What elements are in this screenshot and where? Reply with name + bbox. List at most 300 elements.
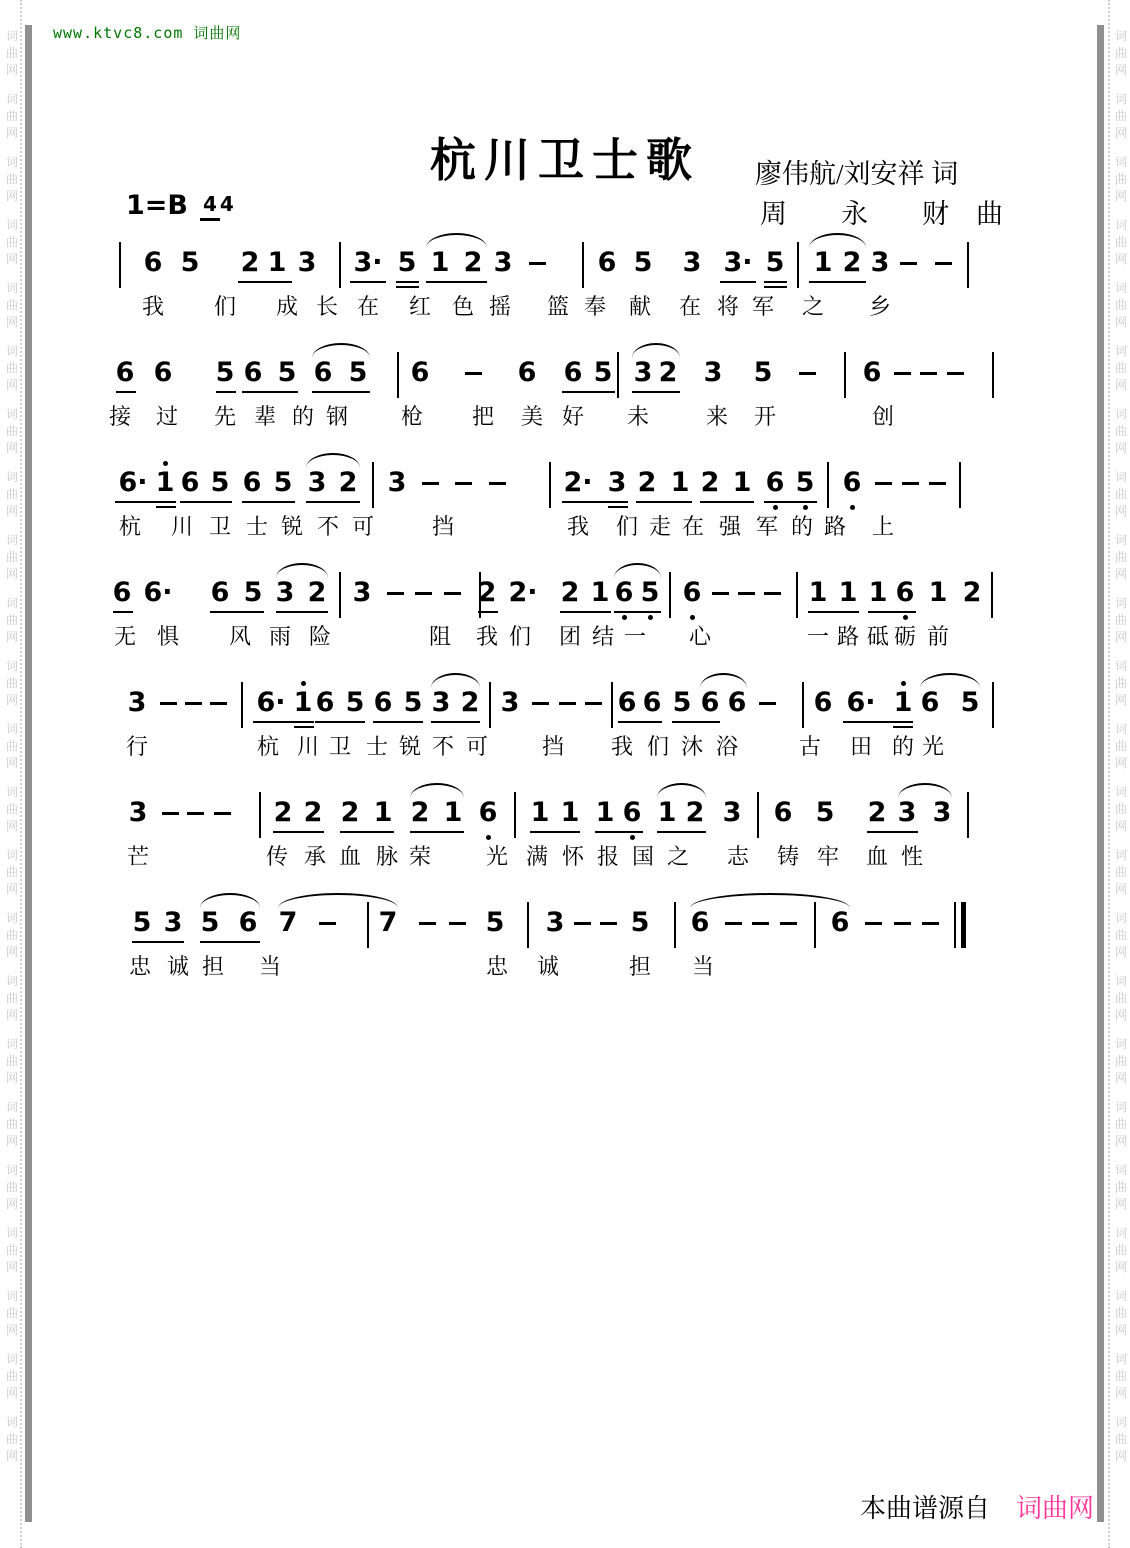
- duration-dash: [162, 812, 179, 815]
- side-watermark-char: 曲: [5, 550, 18, 564]
- beam-line: [410, 831, 464, 833]
- side-watermark-char: 词: [1114, 218, 1127, 232]
- side-watermark-char: 网: [1114, 1386, 1127, 1400]
- side-watermark-char: 曲: [1114, 424, 1127, 438]
- lyric-char: 杭: [256, 734, 279, 759]
- system-2: [0, 358, 1130, 440]
- lyric-char: 献: [628, 294, 651, 319]
- note-digit: 3: [297, 247, 317, 278]
- note-digit: 3: [163, 907, 183, 938]
- note-digit: 3: [352, 577, 372, 608]
- duration-dash: [600, 922, 617, 925]
- side-watermark-char: 曲: [1114, 613, 1127, 627]
- note-digit: 3: [307, 467, 327, 498]
- lyric-char: 芒: [126, 844, 149, 869]
- lyric-char: 行: [125, 734, 148, 759]
- side-watermark-char: 词: [1114, 92, 1127, 106]
- side-watermark-char: 曲: [1114, 1306, 1127, 1320]
- side-watermark-char: 网: [1114, 1071, 1127, 1085]
- duration-dash: [419, 922, 436, 925]
- side-watermark-char: 网: [5, 441, 18, 455]
- note-digit: 6: [607, 578, 641, 608]
- barline: [796, 572, 798, 618]
- side-watermark-char: 网: [5, 252, 18, 266]
- lyricist-credit: 廖伟航/刘安祥 词: [755, 159, 959, 189]
- footer-source-text: 本曲谱源自: [860, 1493, 991, 1523]
- beam-line: [764, 286, 787, 288]
- lyric-char: 血: [338, 844, 361, 869]
- note-digit: 5: [215, 357, 235, 388]
- barline: [959, 462, 961, 508]
- note-digit: 3: [387, 467, 407, 498]
- note-digit: 3: [607, 467, 627, 498]
- note-digit: 1: [530, 797, 550, 828]
- note-digit: 6·: [143, 577, 173, 608]
- side-watermark-char: 词: [1114, 659, 1127, 673]
- lyric-char: 当: [691, 954, 714, 979]
- lyric-char: 我: [475, 624, 498, 649]
- beam-line: [657, 831, 706, 833]
- lyric-char: 团: [558, 624, 581, 649]
- side-watermark-char: 曲: [1114, 550, 1127, 564]
- beam-line: [478, 611, 498, 613]
- side-watermark-char: 词: [5, 1163, 18, 1177]
- side-watermark-char: 曲: [1114, 1369, 1127, 1383]
- lyric-char: 国: [631, 844, 654, 869]
- note-digit: 2: [637, 467, 657, 498]
- side-watermark-char: 网: [5, 693, 18, 707]
- note-digit: 6: [410, 357, 430, 388]
- beam-line: [867, 831, 918, 833]
- note-digit: 6: [727, 687, 747, 718]
- side-watermark-char: 词: [5, 974, 18, 988]
- note-digit: 6: [813, 687, 833, 718]
- side-watermark-char: 网: [1114, 378, 1127, 392]
- lyric-char: 锐: [398, 734, 421, 759]
- note-digit: 5: [672, 687, 692, 718]
- barline: [241, 682, 243, 728]
- note-digit: 5: [633, 578, 667, 608]
- side-watermark-char: 词: [1114, 470, 1127, 484]
- lyric-char: 军: [755, 514, 778, 539]
- beam-line: [306, 501, 360, 503]
- side-watermark-char: 曲: [5, 172, 18, 186]
- system-7: [0, 908, 1130, 990]
- note-digit: 6: [615, 798, 649, 828]
- lyric-char: 美: [520, 404, 543, 429]
- system-1: [0, 248, 1130, 330]
- note-digit: 1: [443, 797, 463, 828]
- side-watermark-char: 网: [1114, 630, 1127, 644]
- note-digit: 6: [617, 687, 637, 718]
- lyric-char: 砺: [893, 624, 916, 649]
- note-digit: 1: [286, 688, 320, 718]
- note-digit: 2: [477, 577, 497, 608]
- lyric-char: 的: [790, 514, 813, 539]
- side-watermark-char: 曲: [1114, 1432, 1127, 1446]
- duration-dash: [160, 702, 177, 705]
- duration-dash: [489, 482, 506, 485]
- side-watermark-char: 网: [5, 504, 18, 518]
- note-digit: 2: [867, 797, 887, 828]
- duration-dash: [214, 812, 231, 815]
- side-watermark-char: 网: [1114, 441, 1127, 455]
- beam-line: [608, 506, 628, 508]
- lyric-char: 们: [508, 624, 531, 649]
- lyric-char: 无: [113, 624, 136, 649]
- duration-dash: [387, 592, 404, 595]
- note-digit: 5: [485, 907, 505, 938]
- duration-dash: [455, 482, 472, 485]
- side-watermark-char: 网: [5, 315, 18, 329]
- note-digit: 1: [868, 577, 888, 608]
- note-digit: 1: [732, 467, 752, 498]
- side-watermark-char: 网: [5, 378, 18, 392]
- side-watermark-char: 曲: [1114, 1243, 1127, 1257]
- lyric-char: 卫: [328, 734, 351, 759]
- note-digit: 3: [722, 797, 742, 828]
- lyric-char: 未: [626, 404, 649, 429]
- beam-line: [132, 941, 184, 943]
- side-watermark-char: 网: [5, 1197, 18, 1211]
- barline: [844, 352, 846, 398]
- side-watermark-char: 网: [1114, 756, 1127, 770]
- side-watermark-char: 网: [5, 1071, 18, 1085]
- barline: [119, 242, 121, 288]
- note-digit: 3: [128, 797, 148, 828]
- side-watermark-char: 网: [5, 882, 18, 896]
- lyric-char: 士: [365, 734, 388, 759]
- side-watermark-char: 曲: [1114, 361, 1127, 375]
- note-digit: 6: [862, 357, 882, 388]
- side-watermark-char: 网: [1114, 1008, 1127, 1022]
- note-digit: 6: [758, 468, 792, 498]
- note-digit: 6: [563, 357, 583, 388]
- slur-tie-arc: [614, 563, 661, 578]
- note-digit: 2·: [563, 467, 593, 498]
- side-watermark-char: 曲: [1114, 928, 1127, 942]
- side-watermark-char: 词: [5, 1226, 18, 1240]
- beam-line: [340, 831, 394, 833]
- lyric-char: 挡: [431, 514, 454, 539]
- duration-dash: [799, 372, 816, 375]
- side-watermark-char: 曲: [1114, 298, 1127, 312]
- lyric-char: 路: [836, 624, 859, 649]
- lyric-char: 满: [525, 844, 548, 869]
- side-watermark-char: 网: [5, 630, 18, 644]
- lyric-char: 卫: [208, 514, 231, 539]
- barline: [489, 682, 491, 728]
- beam-line: [116, 391, 136, 393]
- note-digit: 2: [340, 797, 360, 828]
- lyric-char: 长: [315, 294, 338, 319]
- note-digit: 5: [815, 797, 835, 828]
- beam-line: [315, 721, 365, 723]
- slur-tie-arc: [431, 673, 480, 688]
- duration-dash: [532, 702, 549, 705]
- note-digit: 2: [560, 577, 580, 608]
- system-3: [0, 468, 1130, 550]
- side-watermark-char: 曲: [1114, 109, 1127, 123]
- note-digit: 2: [273, 797, 293, 828]
- note-digit: 6: [180, 467, 200, 498]
- note-digit: 6: [690, 907, 710, 938]
- note-digit: 1: [886, 688, 920, 718]
- lyric-char: 报: [596, 844, 619, 869]
- side-watermark-char: 网: [5, 1260, 18, 1274]
- duration-dash: [929, 482, 946, 485]
- side-watermark-char: 曲: [5, 991, 18, 1005]
- barline: [991, 572, 993, 618]
- lyric-char: 辈: [253, 404, 276, 429]
- beam-line: [242, 501, 295, 503]
- beam-line: [636, 501, 692, 503]
- footer-brand-link[interactable]: 词曲网: [1016, 1493, 1095, 1523]
- note-digit: 3: [127, 687, 147, 718]
- lyric-char: 锐: [280, 514, 303, 539]
- side-watermark-char: 曲: [1114, 172, 1127, 186]
- beam-line: [115, 501, 176, 503]
- note-digit: 3: [500, 687, 520, 718]
- note-digit: 6: [153, 357, 173, 388]
- lyric-char: 忠: [128, 954, 151, 979]
- beam-line: [893, 726, 913, 728]
- beam-line: [808, 611, 859, 613]
- beam-line: [210, 611, 264, 613]
- side-watermark-char: 曲: [5, 1117, 18, 1131]
- side-watermark-char: 网: [5, 945, 18, 959]
- lyric-char: 诚: [536, 954, 559, 979]
- side-watermark-char: 曲: [1114, 991, 1127, 1005]
- side-watermark-char: 网: [1114, 504, 1127, 518]
- lyric-char: 当: [258, 954, 281, 979]
- beam-line: [843, 721, 913, 723]
- lyric-char: 士: [245, 514, 268, 539]
- beam-line: [764, 501, 817, 503]
- side-watermark-char: 词: [5, 29, 18, 43]
- beam-line: [595, 831, 643, 833]
- site-watermark: www.ktvc8.com 词曲网: [53, 24, 242, 42]
- note-digit: 6: [373, 687, 393, 718]
- duration-dash: [875, 482, 892, 485]
- lyric-char: 阻: [428, 624, 451, 649]
- duration-dash: [902, 482, 919, 485]
- duration-dash: [935, 262, 952, 265]
- beam-line: [562, 391, 615, 393]
- lyric-char: 可: [465, 734, 488, 759]
- note-digit: 1: [560, 797, 580, 828]
- note-digit: 1: [670, 467, 690, 498]
- note-digit: 5: [630, 907, 650, 938]
- lyric-char: 之: [666, 844, 689, 869]
- duration-dash: [738, 592, 755, 595]
- duration-dash: [712, 592, 729, 595]
- lyric-char: 我: [610, 734, 633, 759]
- beam-line: [560, 611, 611, 613]
- side-watermark-char: 曲: [5, 676, 18, 690]
- note-digit: 3·: [723, 247, 753, 278]
- lyric-char: 篮: [546, 294, 569, 319]
- side-watermark-char: 词: [1114, 1163, 1127, 1177]
- note-digit: 5: [243, 577, 263, 608]
- side-watermark-char: 词: [1114, 281, 1127, 295]
- note-digit: 6: [210, 577, 230, 608]
- barline: [367, 902, 369, 948]
- note-digit: 5: [593, 357, 613, 388]
- note-digit: 1: [657, 797, 677, 828]
- duration-dash: [894, 922, 911, 925]
- note-digit: 6: [238, 907, 258, 938]
- side-watermark-char: 曲: [5, 802, 18, 816]
- time-numerator: 4: [200, 192, 220, 221]
- note-digit: 2: [842, 247, 862, 278]
- note-digit: 5: [277, 357, 297, 388]
- lyric-char: 们: [213, 294, 236, 319]
- side-watermark-char: 曲: [5, 109, 18, 123]
- slur-tie-arc: [276, 563, 328, 578]
- side-watermark-char: 网: [1114, 63, 1127, 77]
- lyric-char: 一: [806, 624, 829, 649]
- side-watermark-char: 网: [1114, 567, 1127, 581]
- side-watermark-char: 词: [1114, 533, 1127, 547]
- side-watermark-char: 网: [1114, 693, 1127, 707]
- note-digit: 3: [275, 577, 295, 608]
- side-watermark-char: 词: [5, 911, 18, 925]
- beam-line: [242, 391, 298, 393]
- note-digit: 6·: [846, 687, 876, 718]
- lyric-char: 上: [871, 514, 894, 539]
- side-watermark-char: 曲: [1114, 235, 1127, 249]
- lyric-char: 奉: [583, 294, 606, 319]
- duration-dash: [759, 702, 776, 705]
- barline: [992, 682, 994, 728]
- note-digit: 5: [765, 247, 785, 278]
- lyric-char: 担: [201, 954, 224, 979]
- note-digit: 5: [633, 247, 653, 278]
- barline: [674, 902, 676, 948]
- note-digit: 6: [773, 797, 793, 828]
- duration-dash: [449, 922, 466, 925]
- duration-dash: [444, 592, 461, 595]
- note-digit: 1: [928, 577, 948, 608]
- slur-tie-arc: [657, 783, 706, 798]
- note-digit: 2: [658, 357, 678, 388]
- note-digit: 3: [431, 687, 451, 718]
- slur-tie-arc: [306, 453, 360, 468]
- note-digit: 1: [813, 247, 833, 278]
- side-watermark-char: 词: [5, 1289, 18, 1303]
- duration-dash: [947, 372, 964, 375]
- lyric-char: 惧: [156, 624, 179, 649]
- barline: [527, 902, 529, 948]
- side-watermark-char: 曲: [5, 613, 18, 627]
- beam-line: [294, 726, 314, 728]
- note-digit: 1: [267, 247, 287, 278]
- lyric-char: 把: [471, 404, 494, 429]
- lyric-char: 田: [849, 734, 872, 759]
- side-watermark-char: 曲: [5, 928, 18, 942]
- note-digit: 5: [753, 357, 773, 388]
- side-watermark-char: 词: [1114, 911, 1127, 925]
- side-watermark-char: 词: [5, 407, 18, 421]
- lyric-char: 们: [646, 734, 669, 759]
- lyric-char: 脉: [375, 844, 398, 869]
- beam-line: [426, 281, 487, 283]
- lyric-char: 成: [275, 294, 298, 319]
- lyric-char: 光: [921, 734, 944, 759]
- side-watermark-char: 网: [1114, 1134, 1127, 1148]
- note-digit: 2: [685, 797, 705, 828]
- beam-line: [431, 721, 480, 723]
- lyric-char: 走: [648, 514, 671, 539]
- note-digit: 5: [210, 467, 230, 498]
- duration-dash: [764, 592, 781, 595]
- lyric-char: 的: [891, 734, 914, 759]
- lyric-char: 传: [265, 844, 288, 869]
- note-digit: 3: [633, 357, 653, 388]
- lyric-char: 结: [591, 624, 614, 649]
- note-digit: 6: [830, 907, 850, 938]
- lyric-char: 前: [926, 624, 949, 649]
- side-watermark-char: 词: [1114, 596, 1127, 610]
- side-watermark-char: 曲: [1114, 1117, 1127, 1131]
- lyric-char: 忠: [485, 954, 508, 979]
- side-watermark-char: 曲: [5, 424, 18, 438]
- side-watermark-char: 网: [1114, 189, 1127, 203]
- side-watermark-char: 曲: [1114, 1054, 1127, 1068]
- system-5: [0, 688, 1130, 770]
- side-watermark-char: 曲: [5, 865, 18, 879]
- beam-line: [614, 611, 661, 613]
- side-watermark-char: 词: [5, 533, 18, 547]
- lyric-char: 好: [561, 404, 584, 429]
- note-digit: 2: [240, 247, 260, 278]
- lyric-char: 杭: [118, 514, 141, 539]
- note-digit: 5: [960, 687, 980, 718]
- side-watermark-char: 词: [1114, 1289, 1127, 1303]
- note-digit: 6: [517, 357, 537, 388]
- beam-line: [809, 281, 866, 283]
- side-watermark-char: 网: [5, 1134, 18, 1148]
- duration-dash: [752, 922, 769, 925]
- side-watermark-char: 曲: [5, 46, 18, 60]
- side-watermark-char: 词: [5, 281, 18, 295]
- beam-line: [238, 281, 292, 283]
- side-watermark-char: 词: [5, 1352, 18, 1366]
- note-digit: 3: [703, 357, 723, 388]
- footer: [860, 1488, 1094, 1525]
- side-watermark-char: 词: [1114, 1352, 1127, 1366]
- side-watermark-char: 词: [1114, 848, 1127, 862]
- side-watermark-char: 网: [5, 63, 18, 77]
- side-watermark-char: 词: [1114, 1226, 1127, 1240]
- note-digit: 7: [278, 907, 298, 938]
- note-digit: 6: [597, 247, 617, 278]
- side-watermark-char: 词: [5, 344, 18, 358]
- duration-dash: [210, 702, 227, 705]
- slur-tie-arc: [312, 343, 370, 358]
- duration-dash: [922, 922, 939, 925]
- beam-line: [396, 286, 419, 288]
- song-title: 杭川卫士歌: [430, 134, 700, 186]
- note-digit: 6: [835, 468, 869, 498]
- note-digit: 1: [373, 797, 393, 828]
- lyric-char: 我: [141, 294, 164, 319]
- lyric-char: 不: [431, 734, 454, 759]
- note-digit: 5: [132, 907, 152, 938]
- side-watermark-char: 曲: [1114, 739, 1127, 753]
- lyric-char: 创: [871, 404, 894, 429]
